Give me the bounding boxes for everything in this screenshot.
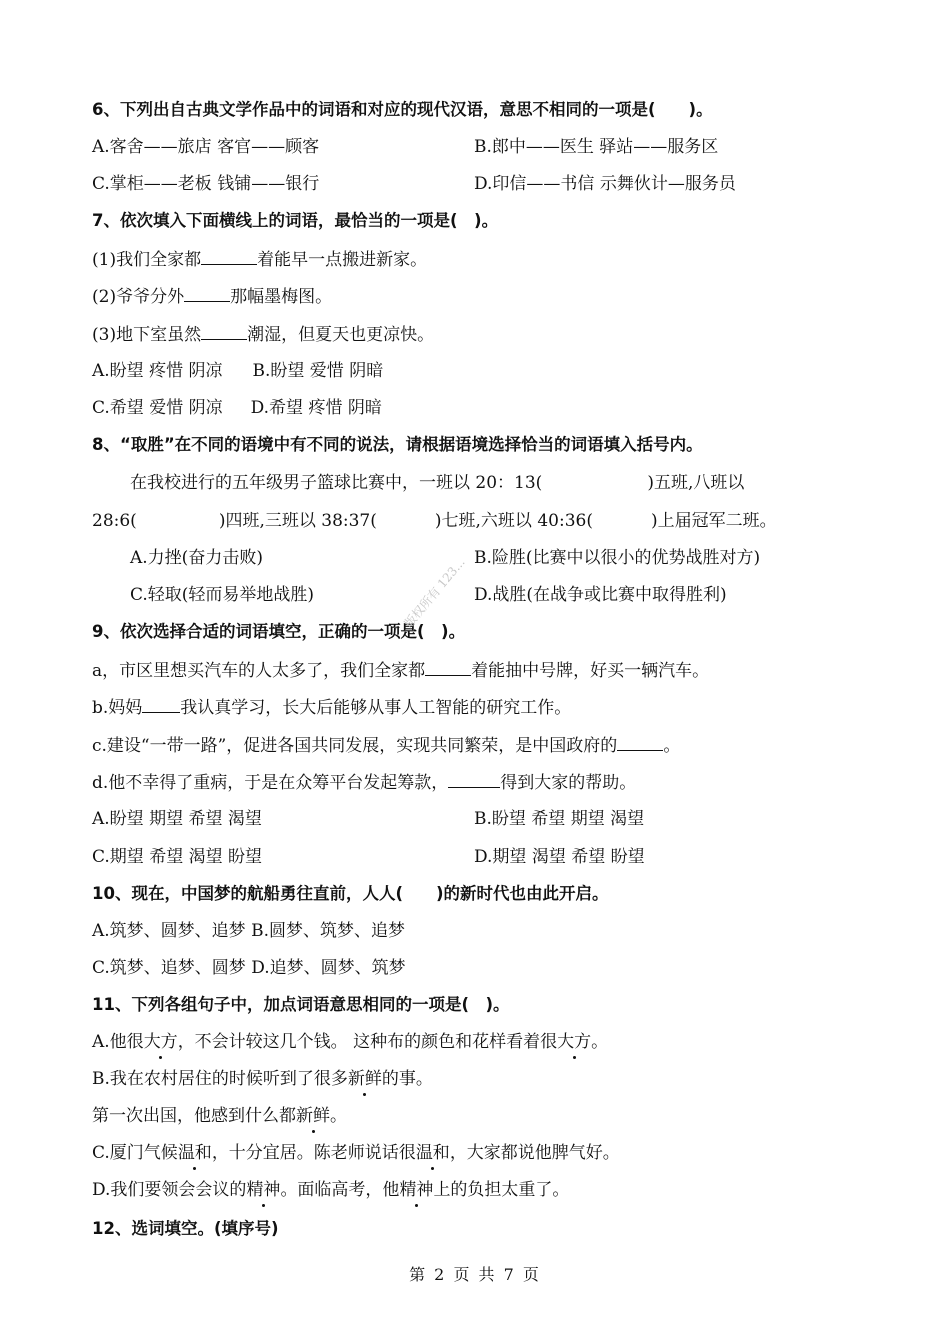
q11-text: 第一次出国，他感到什么都 [92,1106,296,1126]
q11-text: 。 [330,1106,347,1126]
q7-option-d: D.希望 疼惜 阴暗 [250,398,382,418]
blank-line [201,323,247,340]
blank-line [425,659,471,676]
q11-text: D.我们要领会会议的 [92,1180,247,1200]
q11-text: ，不会计较这几个钱。 这种布的颜色和花样看着很 [177,1032,558,1052]
blank-line [448,771,500,788]
q8-text: )上届冠军二班。 [650,511,777,531]
q8-passage-line-1 [130,472,744,494]
q11-text: ，十分宜居。陈老师说话很 [211,1143,416,1163]
q9-text: a，市区里想买汽车的人太多了，我们全家都 [92,661,426,681]
q11-text: 。 [591,1032,609,1052]
q8-option-d: D.战胜(在战争或比赛中取得胜利) [474,585,727,605]
q11-option-b-second [92,1105,347,1127]
q6-option-a: A.客舍——旅店 客官——顾客 [92,137,320,157]
q9-text: d.他不幸得了重病，于是在众筹平台发起筹款， [92,773,449,793]
q9-text: c.建设“一带一路”，促进各国共同发展，实现共同繁荣，是中国政府的 [92,736,618,756]
q7-s1-text: (1)我们全家都 [92,250,202,270]
q9-text: 得到大家的帮助。 [500,773,637,793]
q11-option-a [92,1031,608,1053]
q9-sentence-d [92,771,636,794]
q6-option-d: D.印信——书信 示舞伙计—服务员 [474,174,736,194]
q9-option-a: A.盼望 期望 希望 渴望 [92,809,262,829]
blank-line [201,248,257,265]
q7-option-cd [92,397,382,419]
q7-s3-text-end: 潮湿，但夏天也更凉快。 [247,325,435,345]
q8-passage-line-2 [92,510,777,532]
q8-stem: 8、“取胜”在不同的语境中有不同的说法，请根据语境选择恰当的词语填入括号内。 [92,435,703,454]
q10-stem: 10、现在，中国梦的航船勇往直前，人人( )的新时代也由此开启。 [92,884,609,903]
q9-option-c: C.期望 希望 渴望 盼望 [92,847,263,867]
dotted-word: 新鲜 [347,1069,382,1089]
q8-text: 在我校进行的五年级男子篮球比赛中，一班以 20：13( [130,473,543,493]
q9-option-b: B.盼望 希望 期望 渴望 [474,809,645,829]
blank-line [142,696,180,713]
q9-sentence-a [92,659,709,682]
dotted-word: 大方 [557,1032,592,1052]
blank-line [184,285,230,302]
q10-options-ab: A.筑梦、圆梦、追梦 B.圆梦、筑梦、追梦 [92,921,405,941]
q6-option-b: B.郎中——医生 驿站——服务区 [474,137,719,157]
q11-text: 的事。 [381,1069,433,1089]
q7-stem: 7、依次填入下面横线上的词语，最恰当的一项是( )。 [92,211,499,230]
q7-s1-text-end: 着能早一点搬进新家。 [257,250,428,270]
q8-option-b: B.险胜(比赛中以很小的优势战胜对方) [474,548,761,568]
q11-option-b [92,1068,433,1090]
q12-stem: 12、选词填空。(填序号) [92,1219,279,1238]
q7-option-a: A.盼望 疼惜 阴凉 [92,361,223,381]
q7-sentence-2 [92,285,332,308]
dotted-word: 精神 [399,1180,434,1200]
q11-text: ，大家都说他脾气好。 [449,1143,620,1163]
q8-option-c: C.轻取(轻而易举地战胜) [130,585,315,605]
q11-text: C.厦门气候 [92,1143,178,1163]
q7-option-c: C.希望 爱惜 阴凉 [92,398,223,418]
watermark: 版权所有 123... [401,555,468,631]
q6-stem: 6、下列出自古典文学作品中的词语和对应的现代汉语，意思不相同的一项是( )。 [92,100,713,119]
q8-option-a: A.力挫(奋力击败) [130,548,263,568]
q11-option-c [92,1142,620,1164]
q11-text: 。面临高考，他 [280,1180,400,1200]
q9-text: 。 [663,736,681,756]
q9-sentence-c [92,734,680,757]
dotted-word: 温和 [177,1143,212,1163]
dotted-word: 新鲜 [296,1106,330,1126]
q11-text: B.我在农村居住的时候听到了很多 [92,1069,348,1089]
q11-option-d [92,1179,569,1201]
q7-sentence-3 [92,323,434,346]
q7-option-b: B.盼望 爱惜 阴暗 [252,361,384,381]
q9-stem: 9、依次选择合适的词语填空，正确的一项是( )。 [92,622,466,641]
q8-text: 28:6( [92,511,137,531]
dotted-word: 温和 [415,1143,450,1163]
q8-text: )七班,六班以 40:36( [434,511,593,531]
q9-text: 我认真学习，长大后能够从事人工智能的研究工作。 [180,698,572,718]
q10-options-cd: C.筑梦、追梦、圆梦 D.追梦、圆梦、筑梦 [92,958,406,978]
q7-option-ab [92,360,383,382]
q7-s3-text: (3)地下室虽然 [92,325,202,345]
q8-text: )五班,八班以 [647,473,745,493]
q8-text: )四班,三班以 38:37( [218,511,377,531]
q11-stem: 11、下列各组句子中，加点词语意思相同的一项是( )。 [92,995,510,1014]
dotted-word: 精神 [246,1180,281,1200]
q9-sentence-b [92,696,571,719]
q11-text: 上的负担太重了。 [433,1180,570,1200]
q7-s2-text-end: 那幅墨梅图。 [230,287,333,307]
blank-line [617,734,663,751]
page-number-footer: 第 2 页 共 7 页 [409,1265,541,1284]
q11-text: A.他很 [92,1032,144,1052]
q9-option-d: D.期望 渴望 希望 盼望 [474,847,645,867]
q9-text: b.妈妈 [92,698,143,718]
dotted-word: 大方 [143,1032,178,1052]
q6-option-c: C.掌柜——老板 钱铺——银行 [92,174,320,194]
q9-text: 着能抽中号牌，好买一辆汽车。 [471,661,710,681]
q7-sentence-1 [92,248,427,271]
q7-s2-text: (2)爷爷分外 [92,287,185,307]
